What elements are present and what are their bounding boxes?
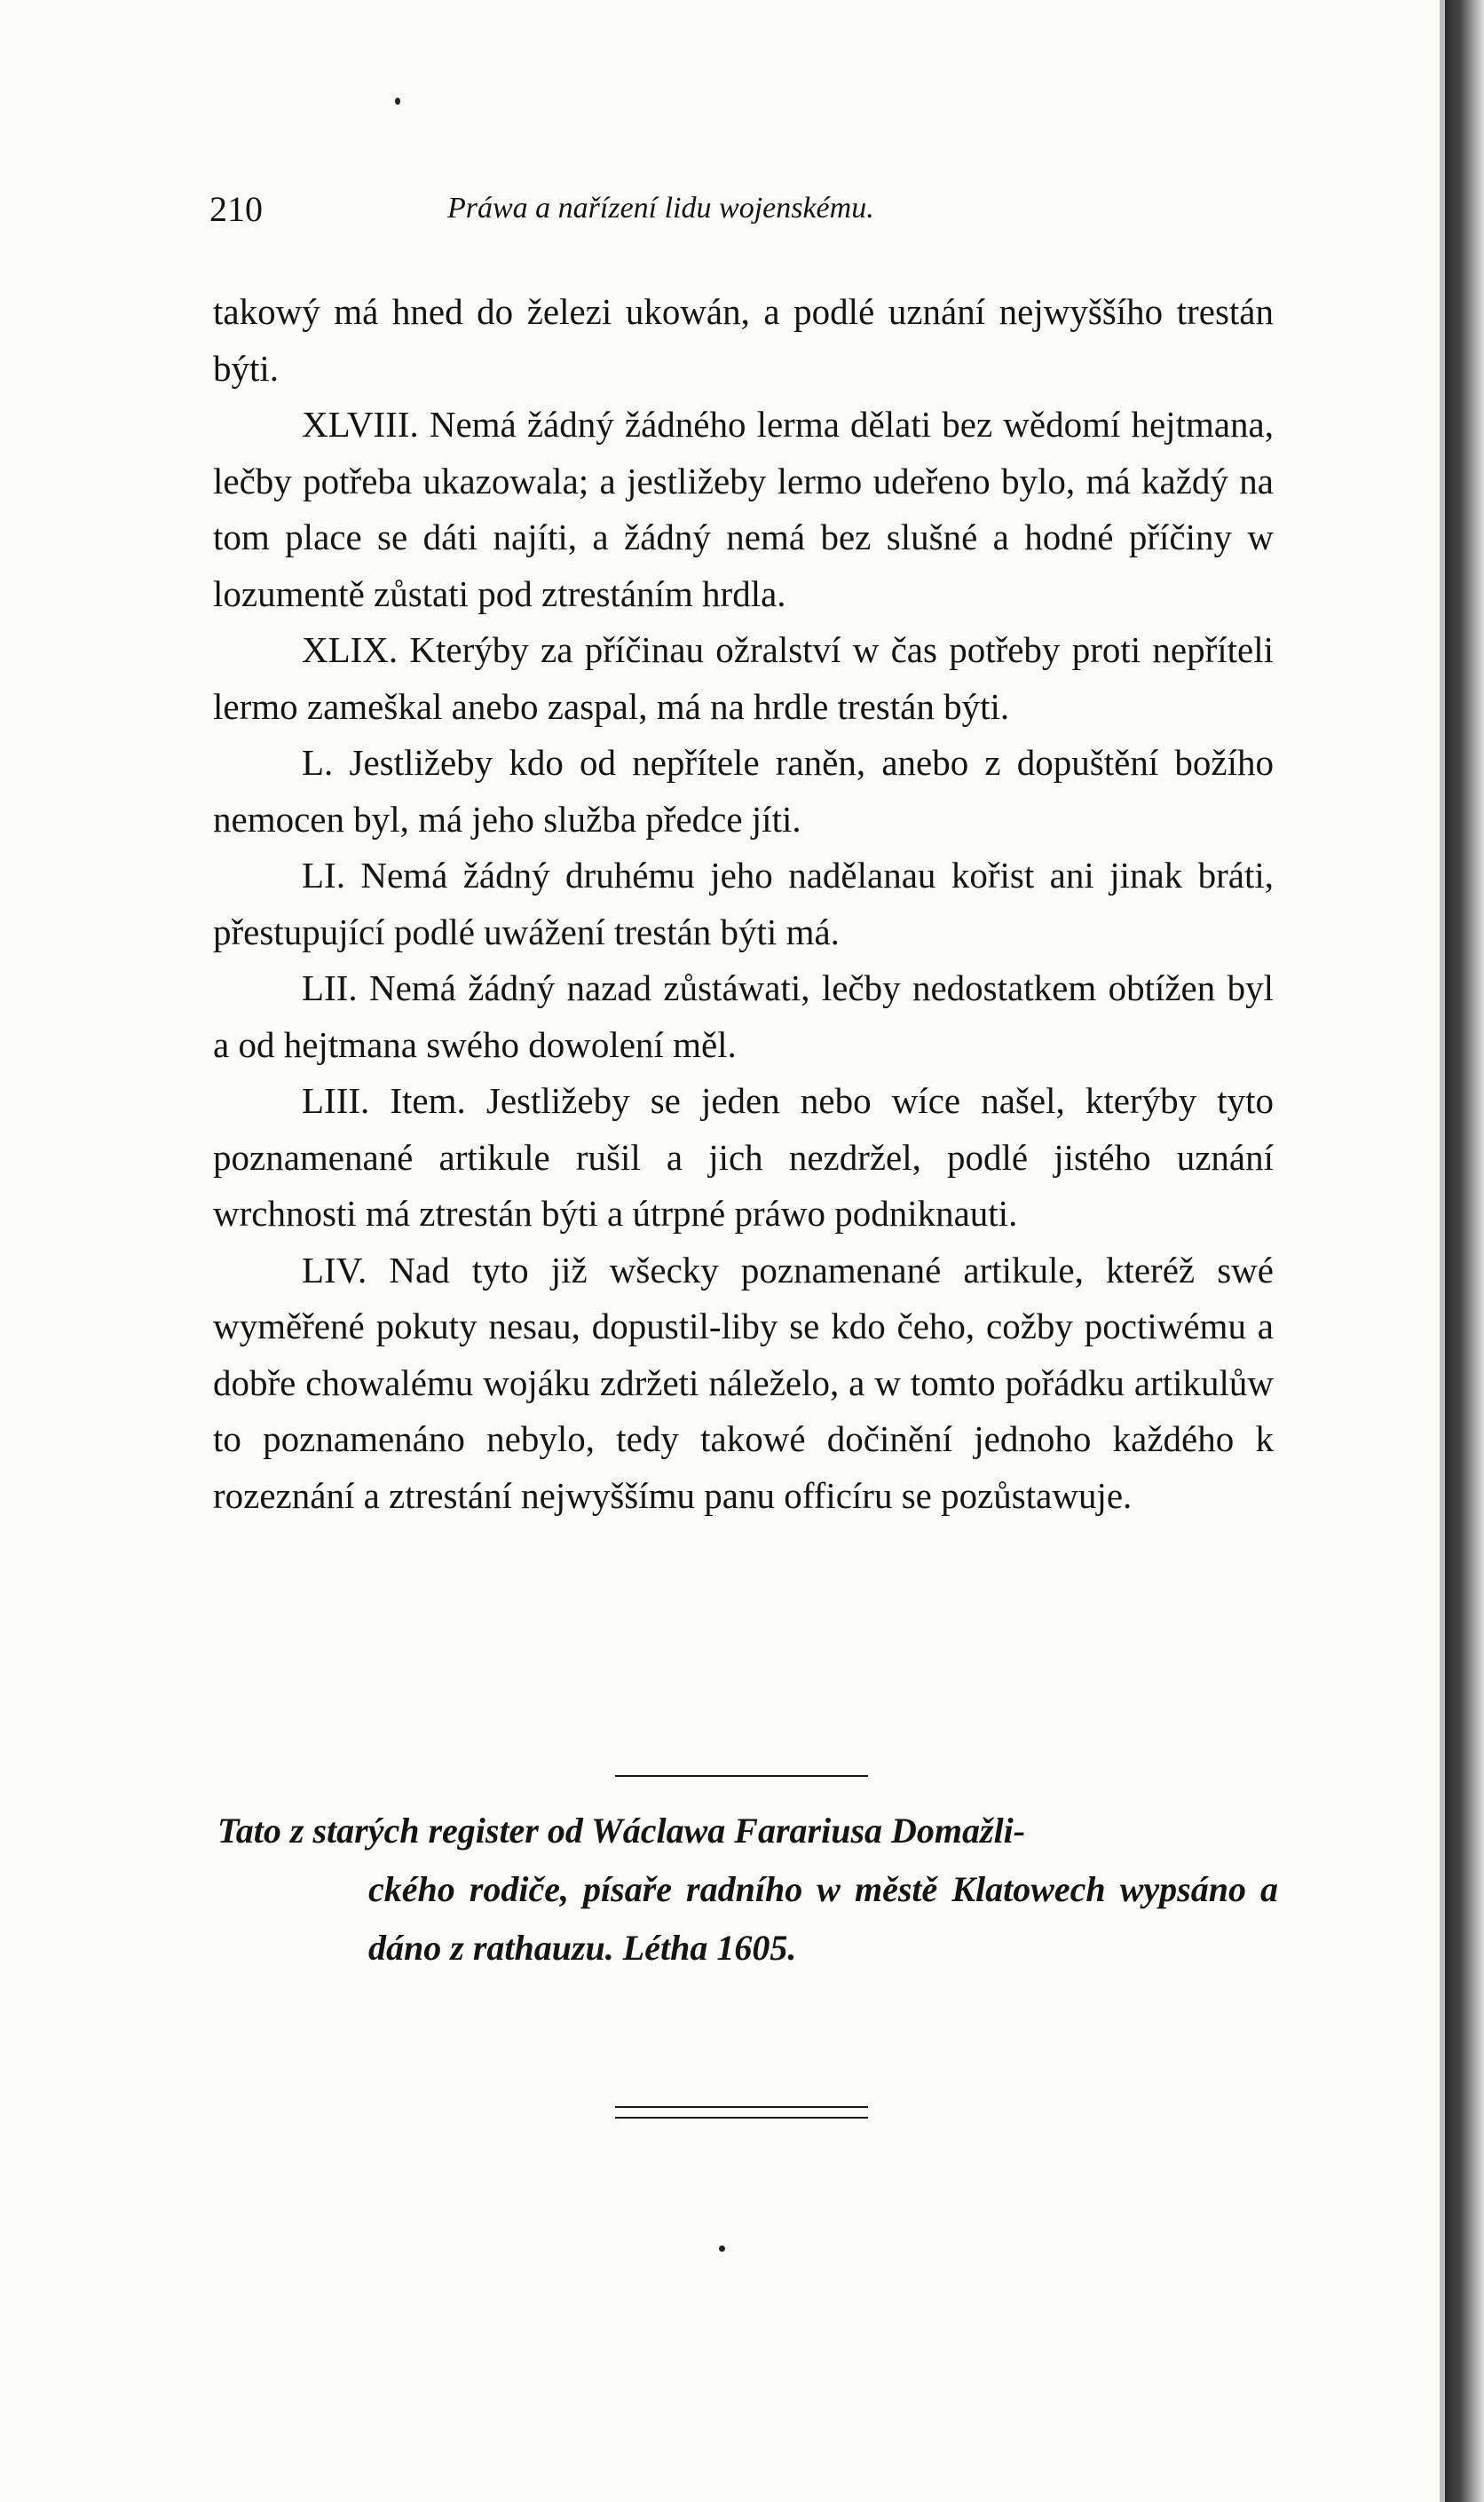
end-rule-top [615, 2106, 868, 2108]
page-number: 210 [209, 189, 263, 229]
article-xlviii: XLVIII. Nemá žádný žádného lerma dělati bez wědomí hejtmana, lečby potřeba ukazowala; a jestližeby lermo udeřeno bylo, má každý na tom place se dáti najíti, a žádný nemá bez slušné a hodné příčiny w lozumentě zůstati pod ztrestáním hrdla. [213, 404, 1274, 614]
article-li: LI. Nemá žádný druhému jeho nadělanau kořist ani jinak bráti, přestupující podlé uwážení trestán býti má. [213, 855, 1274, 952]
scan-speck [395, 98, 400, 105]
article-xlix: XLIX. Kterýby za příčinau ožralství w čas potřeby proti nepříteli lermo zameškal anebo zaspal, má na hrdle trestán býti. [213, 629, 1274, 727]
running-title: Práwa a nařízení lidu wojenskému. [447, 192, 874, 225]
colophon-line-1: Tato z starých register od Wáclawa Farariusa Domažli- [217, 1811, 1026, 1851]
colophon-note [217, 1802, 1278, 1977]
article-l: L. Jestližeby kdo od nepřítele raněn, anebo z dopuštění božího nemocen byl, má jeho služba předce jíti. [213, 742, 1274, 840]
colophon-continuation: ckého rodiče, písaře radního w městě Klatowech wypsáno a dáno z rathauzu. Létha 1605. [368, 1869, 1278, 1968]
section-divider [615, 1775, 868, 1777]
paragraph-continuation: takowý má hned do železi ukowán, a podlé uznání nejwyššího trestán býti. [213, 291, 1274, 389]
article-liv: LIV. Nad tyto již wšecky poznamenané artikule, kteréž swé wyměřené pokuty nesau, dopustil-liby se kdo čeho, cožby poctiwému a dobře chowalému wojáku zdržeti náleželo, a w tomto pořádku artikulůw to poznamenáno nebylo, tedy takowé dočinění jednoho každého k rozeznání a ztrestání nejwyššímu panu officíru se pozůstawuje. [213, 1249, 1274, 1516]
article-liii: LIII. Item. Jestližeby se jeden nebo wíce našel, kterýby tyto poznamenané artikule rušil a jich nezdržel, podlé jistého uznání wrchnosti má ztrestán býti a útrpné práwo podniknauti. [213, 1080, 1274, 1234]
scan-speck [719, 2245, 725, 2252]
body-text [213, 284, 1274, 1524]
end-rule-bottom [615, 2117, 868, 2119]
article-lii: LII. Nemá žádný nazad zůstáwati, lečby nedostatkem obtížen byl a od hejtmana swého dowolení měl. [213, 967, 1274, 1065]
scan-edge [1445, 0, 1484, 2502]
page-header [209, 188, 1266, 241]
